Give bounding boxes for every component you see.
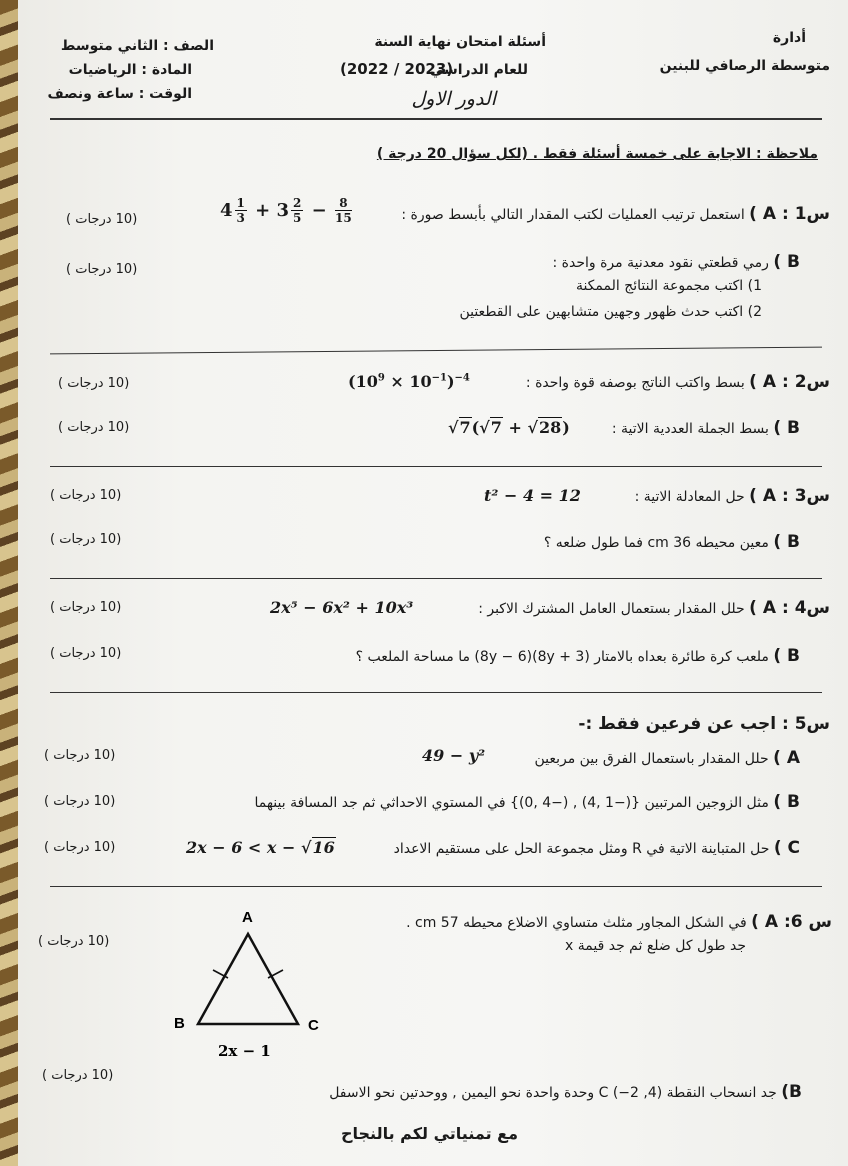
q4-a-label: س4 : A ) (749, 598, 830, 618)
q3-a-label: س3 : A ) (749, 486, 830, 506)
q1-a-expression: 4 $\frac{1}{3}$ + 3 $\frac{2}{5}$ − $\frac{8}{15}$ (220, 196, 352, 225)
q1-divider (50, 347, 822, 355)
q4-b-points: (10 درجات ) (50, 646, 122, 661)
admin-label: أدارة (772, 30, 806, 46)
q4-a (478, 598, 830, 618)
q1-b-item1: 1) اكتب مجموعة النتائج الممكنة (575, 278, 762, 294)
q2-divider (50, 466, 822, 467)
q6-a-points: (10 درجات ) (38, 934, 110, 949)
q5-b-points: (10 درجات ) (44, 794, 116, 809)
q4-b (356, 646, 800, 666)
school-name: متوسطة الرصافي للبنين (659, 58, 830, 74)
q2-b-label: B ) (773, 418, 800, 438)
q4-b-text: ملعب كرة طائرة بعداه بالامتار (8y + 3)(8y − 6) ما مساحة الملعب ؟ (355, 649, 769, 665)
q2-b (612, 418, 800, 438)
q5-a (534, 748, 800, 768)
q5-a-label: A ) (773, 748, 800, 768)
time: الوقت : ساعة ونصف (47, 86, 192, 102)
vertex-a-label: A (242, 909, 253, 926)
q2-b-points: (10 درجات ) (58, 420, 130, 435)
q2-a (526, 372, 830, 392)
q5-c-label: C ) (773, 838, 800, 858)
q5-c-inequality: 2x − 6 < x − √16 (186, 838, 335, 857)
q1-b-points: (10 درجات ) (66, 262, 138, 277)
q1-a-points: (10 درجات ) (66, 212, 138, 227)
q6-b-text: جد انسحاب النقطة C (−2 ,4) وحدة واحدة نحو اليمين , ووحدتين نحو الاسفل (329, 1085, 777, 1101)
q3-divider (50, 578, 822, 579)
exam-sheet (18, 0, 848, 1166)
q4-divider (50, 692, 822, 693)
q5-c-points: (10 درجات ) (44, 840, 116, 855)
subject: المادة : الرياضيات (68, 62, 192, 78)
q2-a-text: بسط واكتب الناتج بوصفه قوة واحدة : (525, 375, 745, 391)
q5-a-points: (10 درجات ) (44, 748, 116, 763)
equilateral-triangle-figure (168, 902, 348, 1062)
q6-b-label: B) (781, 1082, 802, 1102)
q4-a-text: حلل المقدار بستعمال العامل المشترك الاكبر : (478, 601, 745, 617)
q4-b-label: B ) (773, 646, 800, 666)
q1-a-text: استعمل ترتيب العمليات لكتب المقدار التالي بأبسط صورة : (401, 207, 745, 223)
q1-b (552, 252, 800, 272)
q5-b (254, 792, 800, 812)
year-value: (2022 / 2023) (340, 60, 454, 78)
q1-b-label: B ) (773, 252, 800, 272)
footer-wishes: مع تمنياتي لكم بالنجاح (340, 1124, 518, 1143)
q1-a (401, 204, 830, 224)
base-label: 2x − 1 (218, 1042, 271, 1060)
q5-c (394, 838, 800, 858)
grade: الصف : الثاني متوسط (60, 38, 214, 54)
q5-a-expression: 49 − y² (422, 746, 486, 765)
year-label: للعام الدراسي (429, 62, 528, 78)
round-handwritten: الدور الاول (411, 88, 496, 110)
q3-a-points: (10 درجات ) (50, 488, 122, 503)
q6-a-label: س 6: A ) (751, 912, 832, 932)
q2-a-label: س2 : A ) (749, 372, 830, 392)
q3-b-label: B ) (773, 532, 800, 552)
exam-title: أسئلة امتحان نهاية السنة (374, 34, 546, 50)
q5-title: س5 : اجب عن فرعين فقط :- (578, 714, 830, 734)
vertex-b-label: B (174, 1015, 185, 1032)
q2-a-points: (10 درجات ) (58, 376, 130, 391)
q3-a-equation: t² − 4 = 12 (484, 486, 581, 505)
q6-a (406, 912, 832, 932)
header-divider (50, 118, 822, 120)
q5-b-text: مثل الزوجين المرتبين {(−1 ,4) , (−4 ,0)} في المستوي الاحداثي ثم جد المسافة بينهما (254, 795, 769, 811)
q6-b-points: (10 درجات ) (42, 1068, 114, 1083)
q5-c-text: حل المتباينة الاتية في R ومثل مجموعة الحل على مستقيم الاعداد (393, 841, 770, 857)
q3-a (635, 486, 830, 506)
q3-a-text: حل المعادلة الاتية : (634, 489, 745, 505)
q4-a-expression: 2x⁵ − 6x² + 10x³ (270, 598, 414, 617)
q1-a-label: س1 : A ) (749, 204, 830, 224)
q3-b-points: (10 درجات ) (50, 532, 122, 547)
triangle-shape (198, 934, 298, 1024)
q6-a-text: في الشكل المجاور مثلث متساوي الاضلاع محيطه 57 cm . (406, 915, 747, 931)
q2-b-text: بسط الجملة العددية الاتية : (611, 421, 769, 437)
q2-b-expression: √7(√7 + √28) (448, 418, 570, 437)
q6-a-text2: جد طول كل ضلع ثم جد قيمة x (565, 938, 746, 954)
q1-b-item2: 2) اكتب حدث ظهور وجهين متشابهين على القطعتين (459, 304, 762, 320)
q6-b (329, 1082, 802, 1102)
q2-a-expression: $(10^9 \times 10^{-1})^{-4}$ (348, 372, 470, 391)
q4-a-points: (10 درجات ) (50, 600, 122, 615)
q5-a-text: حلل المقدار باستعمال الفرق بين مربعين (534, 751, 769, 767)
q5-b-label: B ) (773, 792, 800, 812)
q3-b (544, 532, 800, 552)
q3-b-text: معين محيطه 36 cm فما طول ضلعه ؟ (543, 535, 769, 551)
q5-divider (50, 886, 822, 887)
vertex-c-label: C (308, 1017, 319, 1034)
note: ملاحظة : الاجابة على خمسة أسئلة فقط . (لكل سؤال 20 درجة ) (376, 146, 818, 162)
q1-b-text: رمي قطعتي نقود معدنية مرة واحدة : (552, 255, 769, 271)
